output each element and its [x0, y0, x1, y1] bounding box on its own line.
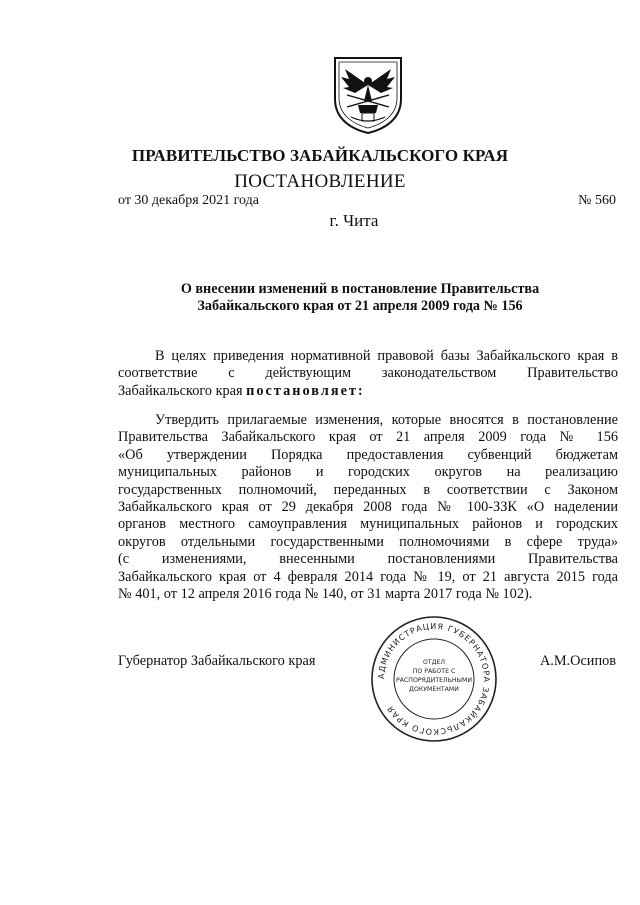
paragraph-line — [118, 383, 618, 400]
paragraph-line: В целях приведения нормативной правовой базы Забайкальского края в — [155, 348, 618, 364]
document-title — [170, 281, 550, 315]
paragraph-line: органов местного самоуправления муниципальных районов и городских — [118, 516, 618, 533]
resolution-paragraph — [118, 412, 618, 603]
svg-text:АДМИНИСТРАЦИЯ ГУБЕРНАТОРА ЗАБА: АДМИНИСТРАЦИЯ ГУБЕРНАТОРА ЗАБАЙКАЛЬСКОГО КРАЯ — [376, 621, 492, 737]
paragraph-line: «Об утверждении Порядка предоставления субвенций бюджетам — [118, 446, 618, 463]
preamble-paragraph — [118, 348, 618, 400]
signer-name: А.М.Осипов — [539, 653, 616, 669]
resolution-keyword: постановляет: — [246, 382, 365, 399]
document-number: № 560 — [578, 193, 616, 208]
paragraph-line: (с изменениями, внесенными постановлениями Правительства — [118, 551, 618, 568]
svg-text:ОТДЕЛ: ОТДЕЛ — [422, 659, 446, 666]
organization-name: ПРАВИТЕЛЬСТВО ЗАБАЙКАЛЬСКОГО КРАЯ — [131, 146, 509, 165]
document-city: г. Чита — [329, 211, 379, 230]
title-line: О внесении изменений в постановление Правительства — [180, 281, 540, 297]
paragraph-line: муниципальных районов и городских округов на реализацию — [118, 464, 618, 481]
preamble-text: Забайкальского края — [118, 382, 247, 399]
paragraph-line: Утвердить прилагаемые изменения, которые вносятся в постановление — [155, 412, 618, 428]
paragraph-line: Правительства Забайкальского края от 21 апреля 2009 года № 156 — [118, 429, 618, 446]
document-date: от 30 декабря 2021 года — [118, 193, 259, 208]
paragraph-line: соответствие с действующим законодательством Правительство — [118, 365, 618, 382]
signer-position: Губернатор Забайкальского края — [118, 653, 316, 669]
paragraph-line: округов отдельными государственными полномочиями в сфере труда» — [118, 533, 618, 550]
official-stamp-icon — [369, 614, 499, 744]
document-type: ПОСТАНОВЛЕНИЕ — [234, 171, 406, 192]
svg-text:РАСПОРЯДИТЕЛЬНЫМИ: РАСПОРЯДИТЕЛЬНЫМИ — [396, 677, 472, 684]
paragraph-line: № 401, от 12 апреля 2016 года № 140, от 31 марта 2017 года № 102). — [118, 586, 533, 603]
svg-text:ПО РАБОТЕ С: ПО РАБОТЕ С — [412, 668, 456, 675]
coat-of-arms-emblem-icon — [331, 55, 405, 135]
paragraph-line: государственных полномочий, переданных в соответствии с Законом — [118, 481, 618, 498]
title-line: Забайкальского края от 21 апреля 2009 года № 156 — [197, 298, 523, 314]
svg-text:ДОКУМЕНТАМИ: ДОКУМЕНТАМИ — [409, 686, 459, 693]
paragraph-line: Забайкальского края от 4 февраля 2014 года № 19, от 21 августа 2015 года — [118, 568, 618, 585]
paragraph-line: Забайкальского края от 29 декабря 2008 года № 100-ЗЗК «О наделении — [118, 499, 618, 516]
